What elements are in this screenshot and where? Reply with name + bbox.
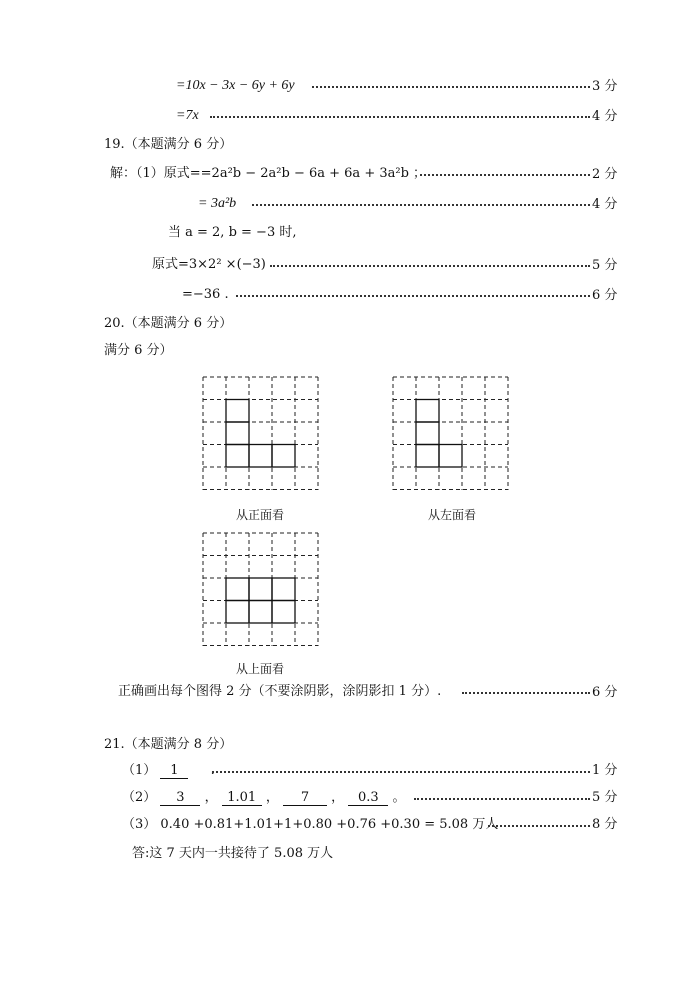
- front-view-diagram: [202, 376, 320, 492]
- q19-step-4: 原式=3×2² ×(−3): [152, 257, 266, 272]
- leader-dots: [488, 825, 590, 827]
- part-label: （2）: [122, 790, 157, 805]
- separator: ，: [204, 790, 218, 805]
- leader-dots: [420, 174, 590, 176]
- question-20-heading: 20.（本题满分 6 分）: [104, 316, 233, 331]
- left-view-caption: 从左面看: [428, 508, 477, 522]
- points-label: 1 分: [592, 763, 618, 778]
- answer-blank: 0.3: [348, 791, 388, 806]
- leader-dots: [236, 295, 590, 297]
- points-label: 3 分: [592, 79, 618, 94]
- question-20-subheading: 满分 6 分）: [104, 343, 173, 358]
- separator: ，: [331, 790, 345, 805]
- q19-step-5: =−36 .: [182, 287, 229, 302]
- points-label: 5 分: [592, 790, 618, 805]
- points-label: 2 分: [592, 167, 618, 182]
- question-19-heading: 19.（本题满分 6 分）: [104, 137, 233, 152]
- part-label: （1）: [122, 763, 157, 778]
- q21-part-3: （3） 0.40 +0.81+1.01+1+0.80 +0.76 +0.30 = 5.08 万人: [122, 817, 499, 832]
- points-label: 4 分: [592, 197, 618, 212]
- punctuation: 。: [392, 790, 406, 805]
- points-label: 6 分: [592, 288, 618, 303]
- q19-step-2: = 3a²b: [198, 196, 237, 211]
- answer-blank: 7: [283, 791, 327, 806]
- front-view-caption: 从正面看: [236, 508, 285, 522]
- points-label: 8 分: [592, 817, 618, 832]
- leader-dots: [312, 86, 590, 88]
- q21-part-2: [122, 790, 405, 806]
- punctuation: .: [210, 763, 215, 778]
- step-line-1: =10x − 3x − 6y + 6y: [176, 78, 295, 93]
- top-view-diagram: [202, 532, 320, 648]
- leader-dots: [212, 771, 590, 773]
- answer-blank: 1.01: [222, 791, 262, 806]
- q19-step-3: 当 a = 2, b = −3 时,: [168, 225, 297, 240]
- leader-dots: [210, 116, 590, 118]
- step-line-2: =7x: [176, 108, 199, 123]
- leader-dots: [462, 692, 590, 694]
- q20-scoring-note: 正确画出每个图得 2 分（不要涂阴影，涂阴影扣 1 分）.: [118, 684, 442, 699]
- points-label: 4 分: [592, 109, 618, 124]
- answer-blank: 3: [160, 791, 200, 806]
- top-view-caption: 从上面看: [236, 662, 285, 676]
- question-21-heading: 21.（本题满分 8 分）: [104, 737, 233, 752]
- answer-blank: 1: [160, 764, 188, 779]
- leader-dots: [414, 798, 590, 800]
- points-label: 5 分: [592, 258, 618, 273]
- q21-answer-sentence: 答:这 7 天内一共接待了 5.08 万人: [132, 846, 334, 861]
- q21-part-1: [122, 763, 215, 779]
- leader-dots: [252, 204, 590, 206]
- points-label: 6 分: [592, 685, 618, 700]
- leader-dots: [270, 265, 590, 267]
- q19-step-1: 解：（1）原式==2a²b − 2a²b − 6a + 6a + 3a²b ；: [110, 166, 427, 181]
- separator: ，: [265, 790, 279, 805]
- left-view-diagram: [392, 376, 510, 492]
